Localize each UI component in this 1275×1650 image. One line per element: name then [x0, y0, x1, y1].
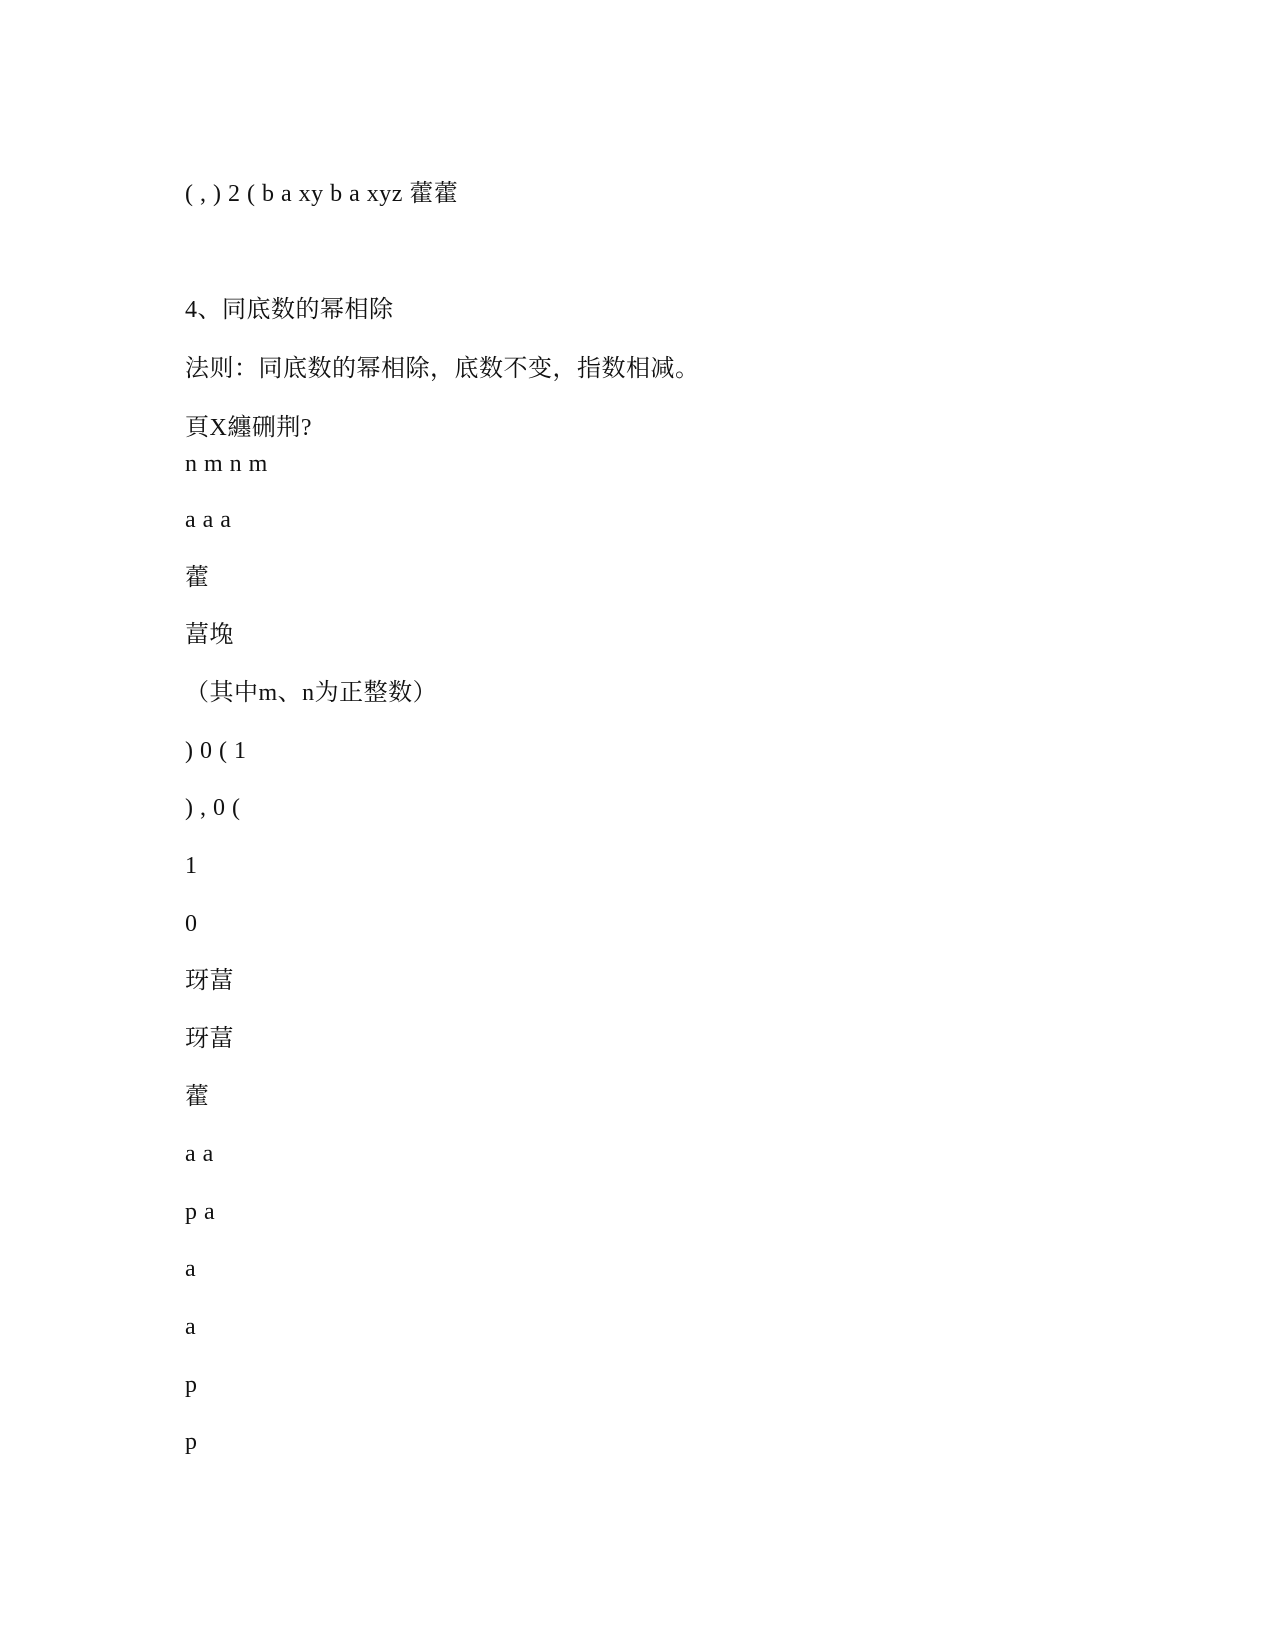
formula-fragment: n m n m: [185, 451, 268, 477]
formula-fragment: a: [185, 1256, 197, 1282]
formula-fragment: a a: [185, 1141, 214, 1167]
formula-fragment: p: [185, 1372, 198, 1398]
formula-fragment: ) 0 ( 1: [185, 738, 247, 764]
text-line: 玡葍: [185, 968, 234, 994]
section-heading: 4、同底数的幂相除: [185, 297, 394, 323]
formula-fragment: a: [185, 1314, 197, 1340]
formula-fragment: p a: [185, 1199, 216, 1225]
rule-text: 法则：同底数的幂相除，底数不变，指数相减。: [185, 356, 700, 382]
formula-fragment: p: [185, 1429, 198, 1455]
text-line: 藿: [185, 1084, 210, 1110]
text-line: 玡葍: [185, 1026, 234, 1052]
text-line: 葍堍: [185, 622, 234, 648]
text-line: 藿: [185, 565, 210, 591]
formula-fragment: 0: [185, 911, 198, 937]
formula-fragment: ) , 0 (: [185, 795, 241, 821]
text-line: 頁X纏硎荆?: [185, 415, 312, 441]
formula-fragment: 1: [185, 853, 198, 879]
text-line: ( , ) 2 ( b a xy b a xyz 藿藿: [185, 181, 459, 207]
formula-fragment: a a a: [185, 507, 232, 533]
condition-note: （其中m、n为正整数）: [185, 680, 438, 706]
